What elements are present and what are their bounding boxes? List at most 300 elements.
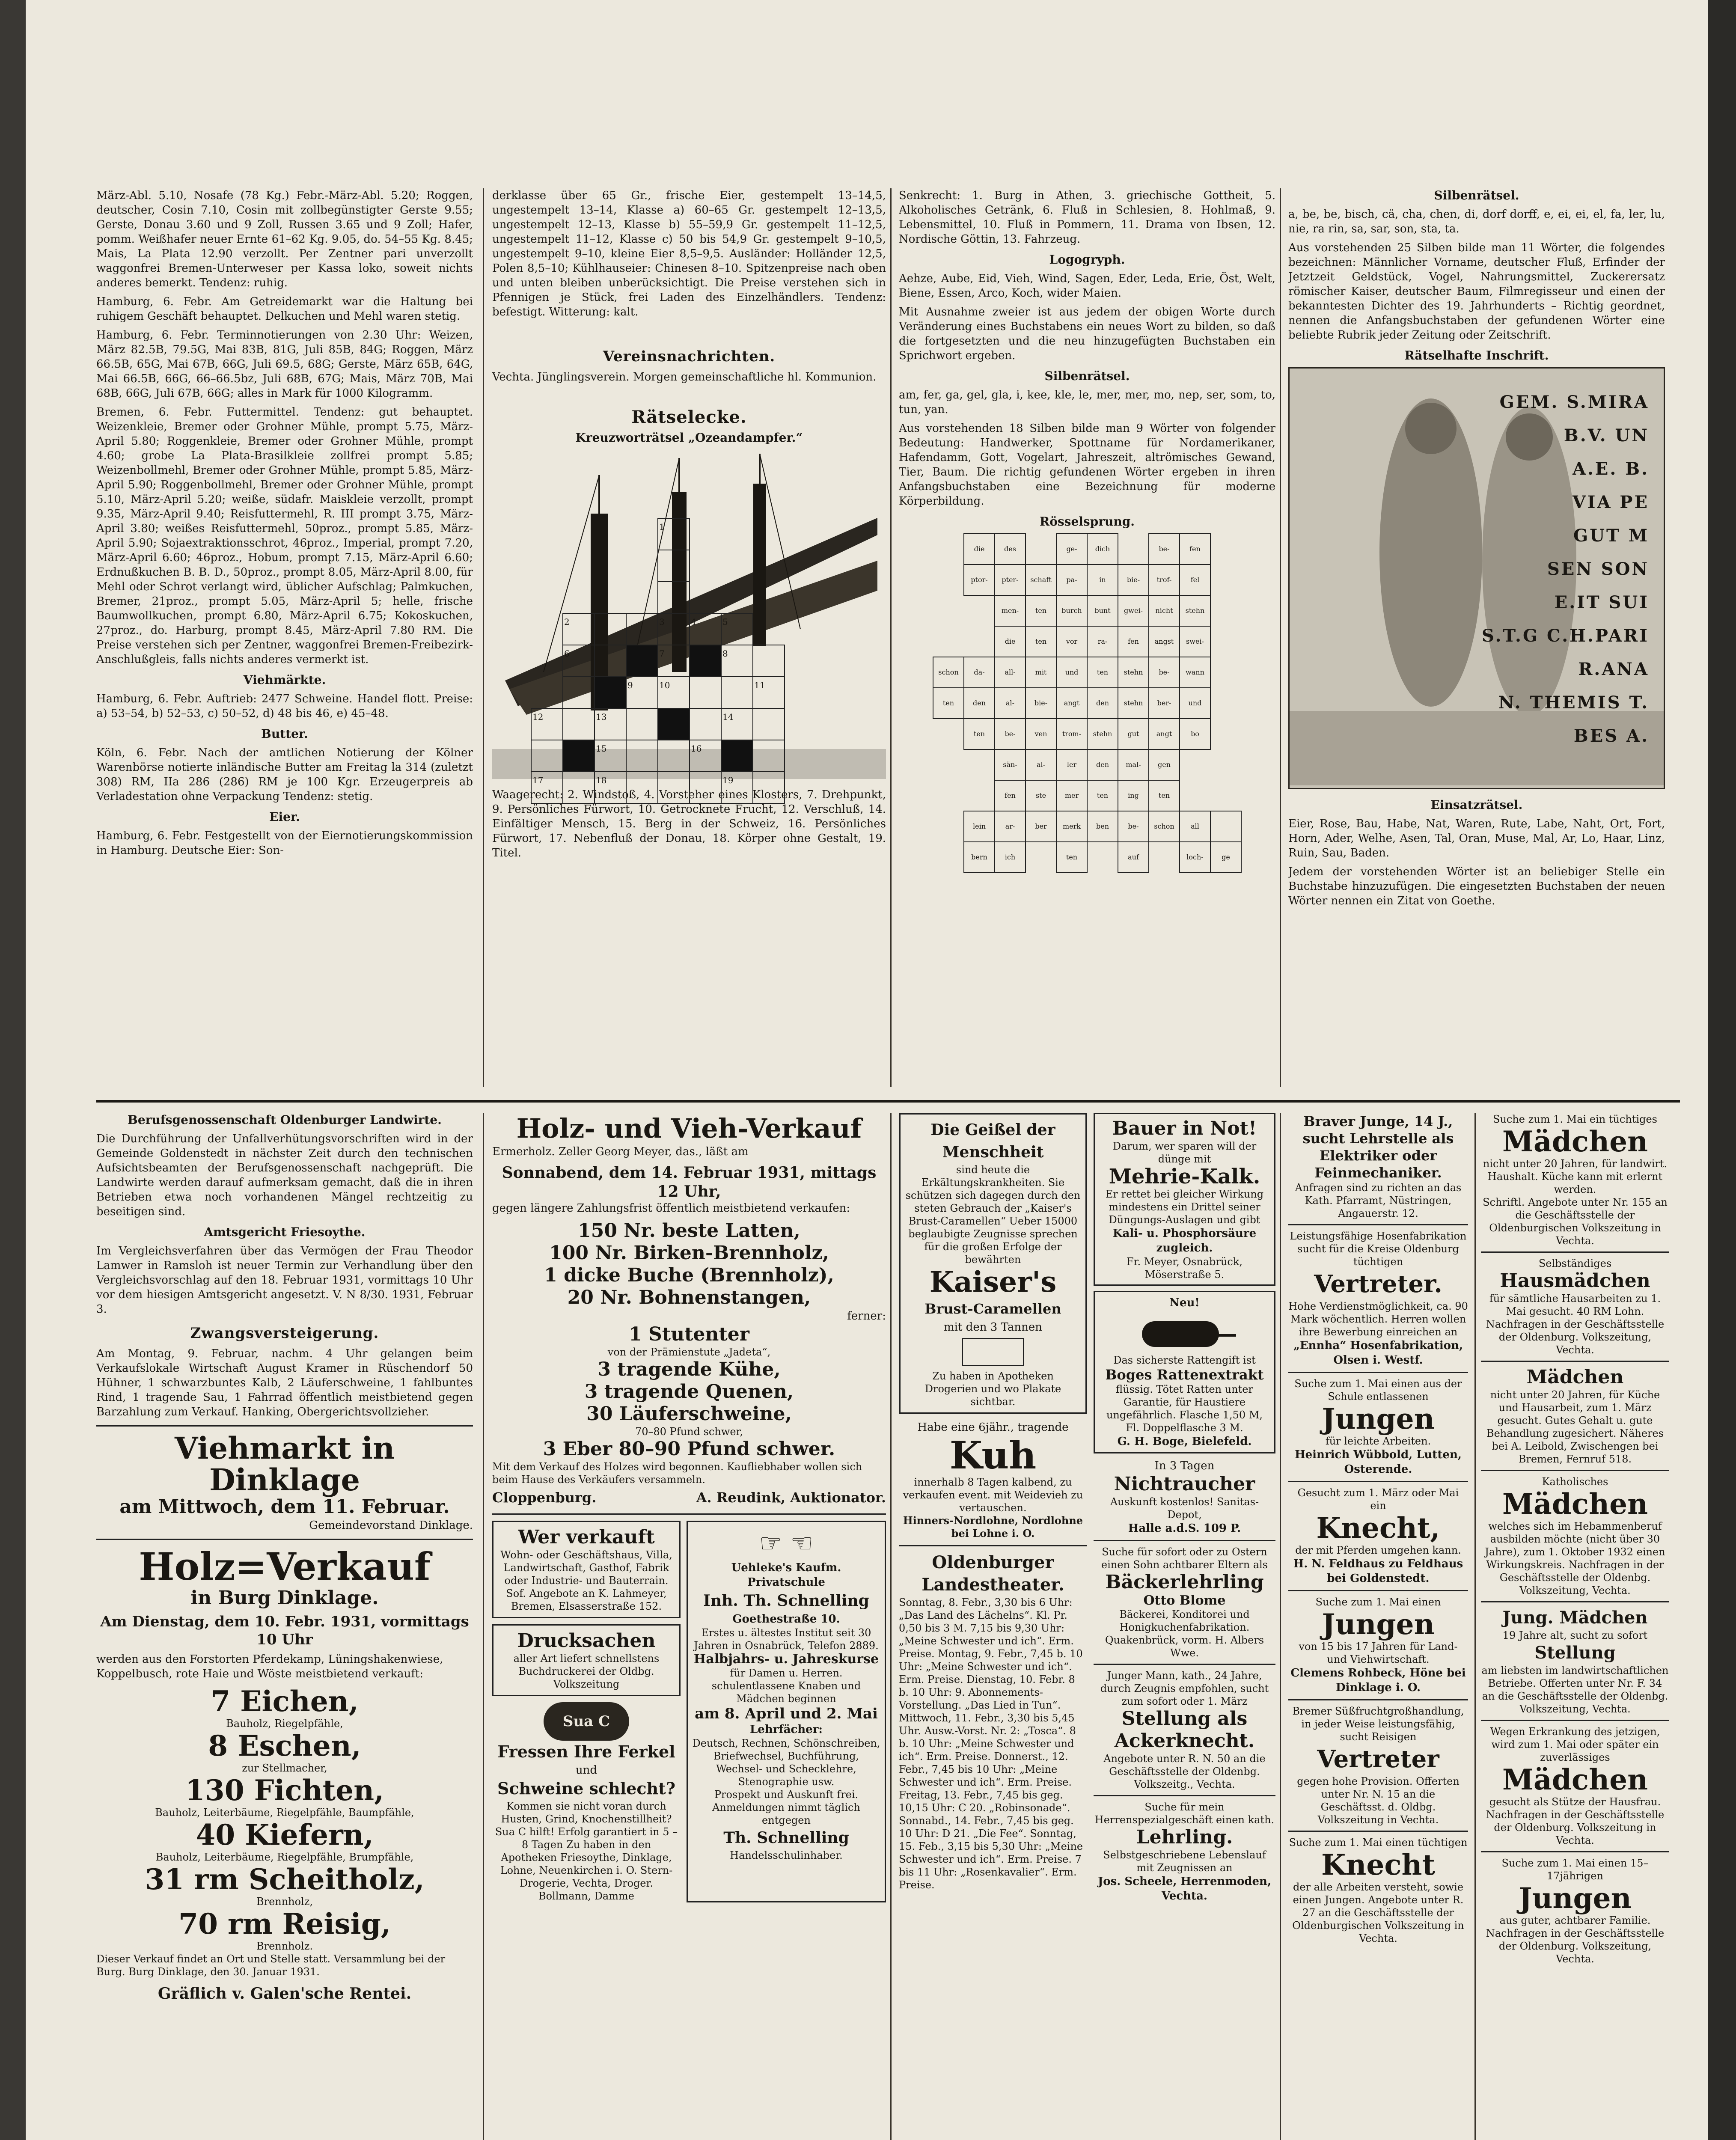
ad-maedchen-landwirt-sig: Schriftl. Angebote unter Nr. 155 an die Geschäftsstelle der Oldenburgischen Volkszeitung in Vechta. xyxy=(1483,1196,1668,1247)
ad-baeckerlehrling xyxy=(1094,1546,1275,1665)
ad-mehrie-bold: Kali- u. Phosphorsäure zugleich. xyxy=(1112,1227,1257,1254)
crossword-ship-illustration xyxy=(492,449,886,783)
ad-holz-vieh-text: gegen längere Zahlungsfrist öffentlich meistbietend verkaufen: xyxy=(492,1202,850,1215)
crossword-cell-num: 2 xyxy=(563,613,595,645)
ad-holzverkauf-item-qty: 130 Fichten, xyxy=(185,1774,384,1807)
ad-wer-verkauft-title: Wer verkauft xyxy=(518,1526,655,1548)
senkrecht-text: Senkrecht: 1. Burg in Athen, 3. griechische Gottheit, 5. Alkoholisches Getränk, 6. Fluß in Schlesien, 8. Hohlmaß, 9. Lebensmittel, 10. Fluß in Pommern, 11. Drama von Ibsen, 12. Nordische Göttin, 13. Fahrzeug. xyxy=(899,189,1275,246)
ad-amtsgericht-text: Im Vergleichsverfahren über das Vermögen der Frau Theodor Lamwer in Ramsloh ist neuer Termin zur Verhandlung über den Vergleichsvorschlag auf den 18. Februar 1931, vormittags 10 Uhr vor dem hiesigen Amtsgericht angesetzt. V. N 8/30. 1931, Februar 3. xyxy=(96,1245,473,1316)
ad-holz-vieh-item: 20 Nr. Bohnenstangen, xyxy=(567,1287,811,1308)
ad-ackerknecht xyxy=(1094,1669,1275,1796)
ad-boges-text: Das sicherste Rattengift ist xyxy=(1113,1354,1256,1366)
ad-kuh-text: innerhalb 8 Tagen kalbend, zu verkaufen event. mit Weidevieh zu vertauschen. xyxy=(903,1476,1083,1514)
ad-holzverkauf-item xyxy=(96,1864,473,1908)
roessel-cell: in xyxy=(1087,565,1118,595)
rat-icon xyxy=(1129,1313,1240,1351)
ad-uehleke-name: Inh. Th. Schnelling xyxy=(703,1592,869,1610)
ad-jungen-rohbeck-title: Jungen xyxy=(1322,1608,1435,1641)
ad-maedchen-bremen-text: nicht unter 20 Jahren, für Küche und Hausarbeit, zum 1. März gesucht. Gutes Gehalt u. gute Behandlung zugesichert. Näheres bei A. Leibold, Zwischengen bei Bremen, Fernruf 518. xyxy=(1486,1389,1664,1465)
ad-jungen-lutten-intro: Suche zum 1. Mai einen aus der Schule entlassenen xyxy=(1294,1378,1462,1403)
roessel-cell: den xyxy=(1087,749,1118,780)
roessel-cell: und xyxy=(1180,688,1210,719)
logogryph-instructions: Mit Ausnahme zweier ist aus jedem der obigen Worte durch Veränderung eines Buchstabens ein neues Wort zu bilden, so daß die fortgesetzten und die neu hinzugefügten Buchstaben ein Sprichwort ergeben. xyxy=(899,306,1275,362)
roessel-cell: ten xyxy=(933,688,964,719)
ad-knecht-tuechtig-text: der alle Arbeiten versteht, sowie einen Jungen. Angebote unter R. 27 an die Geschäftsstelle der Oldenburgischen Volkszeitung in Vechta. xyxy=(1292,1881,1464,1944)
crossword-cell-num: 1 xyxy=(658,518,690,550)
ad-holzverkauf-text: werden aus den Forstorten Pferdekamp, Lüningshakenwiese, Koppelbusch, rote Haie und Wöste meistbietend verkauft: xyxy=(96,1653,443,1680)
ad-lehrling-intro: Suche für mein Herrenspezialgeschäft einen kath. xyxy=(1094,1801,1275,1826)
market-bremen-feed: Bremen, 6. Febr. Futtermittel. Tendenz: gut behauptet. Weizenkleie, Bremer oder Grohner Mühle, prompt 5.75, März-April 5.80; Roggenkleie, Bremer oder Grohner Mühle, prompt 4.60; grobe La Plata-Brasilkleie zollfrei prompt 5.85; Weizenbollmehl, Bremer oder Grohner Mühle, prompt 5.85, März-April 5.90; Roggenbollmehl, Bremer oder Grohner Mühle, prompt 5.10, März-April 5.20; weiße, südafr. Maiskleie verzollt, prompt 9.35, März-April 9.40; Reisfuttermehl, R. III prompt 3.75, März-April 3.80; weißes Reisfuttermehl, 50proz., prompt 5.85, März-April 5.90; Sojaextraktionsschrot, 46proz., Imperial, prompt 7.20, März-April 6.60; 46proz., Hobum, prompt 7.15, März-April 6.60; Erdnußkuchen B. B. D., 50proz., prompt 8.05, März-April 8.00, für Mehl oder Schrot verlangt wird, üblicher Aufschlag; Palmkuchen, Bremer, 21proz., prompt 5.05, März-April 5; helle, frische Baumwollkuchen, prompt 6.80, März-April 6.75; Kokoskuchen, 27proz., do. Harburg, prompt 8.45, März-April 7.80 RM. Die Preise verstehen sich per Zentner, waggonfrei Bremen-Freibezirk-Anschlußgleis, falls nichts anderes vermerkt ist. xyxy=(96,406,473,666)
eier-heading: Eier. xyxy=(269,810,300,824)
roessel-cell: ten xyxy=(1149,780,1180,811)
roessel-cell: mit xyxy=(1026,657,1056,688)
ad-lehrling xyxy=(1094,1801,1275,1903)
ad-holz-vieh-stute-note: von der Prämienstute „Jadeta“, xyxy=(607,1346,771,1358)
roessel-cell: ge- xyxy=(1056,534,1087,565)
roessel-cell: stehn xyxy=(1180,595,1210,626)
ad-uehleke-addr: Goethestraße 10. xyxy=(732,1613,840,1626)
ad-nichtraucher-intro: In 3 Tagen xyxy=(1154,1459,1215,1472)
ad-holz-vieh-animal: 3 Eber 80–90 Pfund schwer. xyxy=(543,1438,835,1460)
roessel-cell: stehn xyxy=(1087,719,1118,749)
ad-boges-sig: G. H. Boge, Bielefeld. xyxy=(1117,1435,1252,1448)
ad-knecht-tuechtig xyxy=(1288,1836,1468,1945)
roessel-cell: vor xyxy=(1056,626,1087,657)
ad-maedchen-stuetze-intro: Wegen Erkrankung des jetzigen, wird zum 1. Mai oder später ein zuverlässiges xyxy=(1490,1726,1660,1763)
ad-uehleke-kurse2: für Damen u. Herren. schulentlassene Knaben und Mädchen beginnen xyxy=(711,1667,861,1705)
ad-jung-maedchen-title: Jung. Mädchen xyxy=(1502,1608,1648,1628)
ad-maedchen-stuetze-title: Mädchen xyxy=(1502,1763,1648,1796)
column-puzzles-3 xyxy=(1288,188,1665,1087)
ad-uehleke-sig: Th. Schnelling xyxy=(723,1829,849,1847)
roessel-cell: ar- xyxy=(995,811,1026,842)
ad-sua-c-text: Kommen sie nicht voran durch Husten, Grind, Knochenstillheit? Sua C hilft! Erfolg garantiert in 5 – 8 Tagen Zu haben in den Apotheken Friesoythe, Dinklage, Lohne, Neuenkirchen i. O. Stern-Drogerie, Vechta, Droger. Bollmann, Damme xyxy=(495,1800,678,1902)
ad-knecht-tuechtig-title: Knecht xyxy=(1321,1848,1435,1881)
roessel-cell: all- xyxy=(995,657,1026,688)
ad-jungen-familie xyxy=(1481,1857,1669,1965)
ad-drucksachen xyxy=(492,1624,681,1696)
ad-jungen-rohbeck-text: von 15 bis 17 Jahren für Land- und Viehwirtschaft. xyxy=(1299,1641,1458,1665)
ad-mehrie-text2: Er rettet bei gleicher Wirkung mindestens ein Drittel seiner Düngungs-Auslagen und gibt xyxy=(1105,1188,1264,1226)
ad-uehleke-sig2: Handelsschulinhaber. xyxy=(730,1849,843,1861)
ad-holzverkauf-item-qty: 31 rm Scheitholz, xyxy=(145,1863,425,1896)
roessel-cell: angt xyxy=(1149,719,1180,749)
ad-jungen-rohbeck-intro: Suche zum 1. Mai einen xyxy=(1315,1596,1441,1608)
ad-vertreter-hosen-sig: „Ennha“ Hosenfabrikation, Olsen i. Westf. xyxy=(1293,1339,1463,1367)
roessel-cell xyxy=(1210,811,1241,842)
crossword-grid xyxy=(531,518,817,804)
viehmaerkte-text: Hamburg, 6. Febr. Auftrieb: 2477 Schweine. Handel flott. Preise: a) 53–54, b) 52–53, c) 50–52, d) 48 bis 46, e) 45–48. xyxy=(96,693,473,720)
roessel-cell: schon xyxy=(933,657,964,688)
ad-zwangsversteigerung-heading: Zwangsversteigerung. xyxy=(190,1325,379,1342)
roessel-cell: trof- xyxy=(1149,565,1180,595)
crossword-cell-num: 12 xyxy=(531,708,563,740)
roessel-cell: wann xyxy=(1180,657,1210,688)
market-hamburg-terms: Hamburg, 6. Febr. Terminnotierungen von 2.30 Uhr: Weizen, März 82.5B, 79.5G, Mai 83B, 81G, Juli 85B, 84G; Roggen, März 66.5B, 65G, Mai 67B, 66G, Juli 69.5, 68G; Gerste, März 65B, 64G, Mai 66.5B, 66G, 66–66.5bz, Juli 68B, 67G; Mais, März 70B, Mai 68B, 66G, Juli 67B, 66G; alles in Mark für 1000 Kilogramm. xyxy=(96,329,473,400)
roessel-cell: ben xyxy=(1087,811,1118,842)
ad-holz-vieh-item: 100 Nr. Birken-Brennholz, xyxy=(549,1242,829,1264)
ad-kaisers-brand: Kaiser's xyxy=(929,1265,1057,1299)
roessel-cell: ber xyxy=(1026,811,1056,842)
roessel-cell: den xyxy=(1087,688,1118,719)
roessel-cell: die xyxy=(995,626,1026,657)
roessel-cell: pter- xyxy=(995,565,1026,595)
ad-ackerknecht-text: Angebote unter R. N. 50 an die Geschäftsstelle der Oldenbg. Volkszeitg., Vechta. xyxy=(1103,1753,1266,1790)
roessel-cell: ber- xyxy=(1149,688,1180,719)
ad-holz-vieh-sig-name: A. Reudink, Auktionator. xyxy=(696,1489,886,1506)
ad-vertreter-hosen xyxy=(1288,1230,1468,1373)
roessel-cell: fen xyxy=(1118,626,1149,657)
ads-column-c xyxy=(899,1113,1087,2140)
ad-uehleke-prospekt: Prospekt und Auskunft frei. xyxy=(714,1789,859,1801)
ad-holzverkauf-date: Am Dienstag, dem 10. Febr. 1931, vormittags 10 Uhr xyxy=(100,1613,469,1648)
roessel-cell: be- xyxy=(1118,811,1149,842)
crossword-cell-num: 10 xyxy=(658,677,690,708)
ad-jungen-lutten xyxy=(1288,1377,1468,1482)
ad-holzverkauf-item-desc: zur Stellmacher, xyxy=(242,1762,327,1774)
roessel-cell: ten xyxy=(964,719,995,749)
roessel-cell: be- xyxy=(995,719,1026,749)
roessel-cell: gen xyxy=(1149,749,1180,780)
ad-uehleke-anmeldung: Anmeldungen nimmt täglich entgegen xyxy=(712,1801,860,1826)
silbenraetsel2-instructions: Aus vorstehenden 25 Silben bilde man 11 Wörter, die folgendes bezeichnen: Männlicher Vorname, deutscher Fluß, Erfinder der Jetztzeit Geldstück, Vogel, Nahrungsmittel, Zuckerersatz römischer Kaiser, deutscher Baum, Filmregisseur und einen der bekanntesten Dichter des 19. Jahrhunderts – Richtig geordnet, nennen die Anfangsbuchstaben der gefundenen Wörter eine beliebte Rubrik jeder Zeitung oder Zeitschrift. xyxy=(1288,241,1665,342)
roessel-cell: bunt xyxy=(1087,595,1118,626)
ad-mehrie-brand: Mehrie-Kalk. xyxy=(1109,1165,1260,1189)
ad-maedchen-bremen-title: Mädchen xyxy=(1526,1366,1624,1388)
column-rule xyxy=(483,1113,484,2140)
ad-holzverkauf-item-qty: 40 Kiefern, xyxy=(196,1818,374,1852)
roessel-cell: pa- xyxy=(1056,565,1087,595)
inschrift-line: VIA PE xyxy=(1572,492,1649,512)
roessel-cell: schaft xyxy=(1026,565,1056,595)
ad-uehleke-faecher-heading: Lehrfächer: xyxy=(749,1723,823,1736)
crossword-cell-num: 14 xyxy=(721,708,753,740)
ad-jungen-familie-title: Jungen xyxy=(1519,1881,1632,1915)
ad-baecker-text: Bäckerei, Konditorei und Honigkuchenfabrikation. xyxy=(1119,1608,1250,1633)
ad-maedchen-stuetze xyxy=(1481,1725,1669,1852)
ad-hausmaedchen xyxy=(1481,1257,1669,1362)
ad-nichtraucher xyxy=(1094,1459,1275,1541)
ad-vertreter-suessfrucht-intro: Bremer Süßfruchtgroßhandlung, in jeder Weise leistungsfähig, sucht Reisigen xyxy=(1292,1705,1464,1743)
inschrift-line: SEN SON xyxy=(1547,559,1649,579)
roessel-cell: und xyxy=(1056,657,1087,688)
roessel-cell: be- xyxy=(1149,657,1180,688)
ad-holzverkauf-item-qty: 70 rm Reisig, xyxy=(178,1907,391,1941)
ad-mehrie-sig: Fr. Meyer, Osnabrück, Möserstraße 5. xyxy=(1126,1256,1243,1281)
viehmaerkte-heading: Viehmärkte. xyxy=(243,673,326,687)
inschrift-line: R.ANA xyxy=(1578,659,1649,679)
crossword-cell-num: 15 xyxy=(595,740,626,772)
ad-vertreter-suessfrucht-text: gegen hohe Provision. Offerten unter Nr. N. 15 an die Geschäftsst. d. Oldbg. Volkszeitung in Vechta. xyxy=(1297,1775,1460,1826)
ad-jungen-familie-intro: Suche zum 1. Mai einen 15–17jährigen xyxy=(1501,1857,1649,1882)
ad-sua-c-und: und xyxy=(575,1764,597,1777)
ad-holz-vieh-date: Sonnabend, dem 14. Februar 1931, mittags 12 Uhr, xyxy=(502,1164,877,1201)
ad-kuh-sig: Hinners-Nordlohne, Nordlohne bei Lohne i. O. xyxy=(903,1514,1083,1540)
ad-holz-vieh-item: 1 dicke Buche (Brennholz), xyxy=(544,1264,834,1286)
ad-holzverkauf-item-desc: Bauholz, Riegelpfähle, xyxy=(226,1718,343,1730)
ad-vertreter-suessfrucht xyxy=(1288,1705,1468,1832)
handshake-icon: ☞ ☜ xyxy=(759,1528,814,1558)
ad-lehrling-title: Lehrling. xyxy=(1136,1826,1233,1848)
ad-maedchen-hebamme xyxy=(1481,1475,1669,1602)
ad-lehrling-sig: Jos. Scheele, Herrenmoden, Vechta. xyxy=(1098,1875,1271,1902)
inschrift-line: BES A. xyxy=(1573,726,1649,746)
ad-holz-vieh-sig-place: Cloppenburg. xyxy=(492,1489,597,1506)
ad-holzverkauf-title: Holz=Verkauf xyxy=(139,1544,431,1589)
ad-kaisers-headline: Die Geißel der Menschheit xyxy=(930,1121,1055,1161)
ad-landestheater-title: Oldenburger Landestheater. xyxy=(922,1552,1064,1595)
ad-knecht-feldhaus-sig: H. N. Feldhaus zu Feldhaus bei Goldenstedt. xyxy=(1293,1557,1463,1585)
roessel-cell: gwei- xyxy=(1118,595,1149,626)
ad-drucksachen-title: Drucksachen xyxy=(517,1630,656,1652)
roessel-cell: auf xyxy=(1118,842,1149,873)
column-rule xyxy=(1280,188,1281,1087)
roessel-cell: trom- xyxy=(1056,719,1087,749)
roessel-cell: schon xyxy=(1149,811,1180,842)
roessel-cell: mer xyxy=(1056,780,1087,811)
roessel-cell: ing xyxy=(1118,780,1149,811)
ad-jungen-rohbeck-sig: Clemens Rohbeck, Höne bei Dinklage i. O. xyxy=(1290,1667,1466,1694)
newspaper-page xyxy=(26,0,1708,2140)
ad-holz-vieh-ferner: ferner: xyxy=(847,1310,886,1323)
vereinsnachrichten-heading: Vereinsnachrichten. xyxy=(603,348,776,365)
roessel-cell: merk xyxy=(1056,811,1087,842)
ad-uehleke-text: Erstes u. ältestes Institut seit 30 Jahren in Osnabrück, Telefon 2889. xyxy=(694,1627,879,1652)
ad-maedchen-landwirt-text: nicht unter 20 Jahren, für landwirt. Haushalt. Küche kann mit erlernt werden. xyxy=(1483,1158,1668,1195)
inschrift-line: N. THEMIS T. xyxy=(1498,693,1649,713)
ad-mehrie-kalk xyxy=(1094,1113,1275,1286)
ad-jung-maedchen-title2: Stellung xyxy=(1534,1643,1616,1663)
roessel-cell: fel xyxy=(1180,565,1210,595)
roessel-cell: bern xyxy=(964,842,995,873)
ad-uehleke-logo: Uehleke's Kaufm. Privatschule xyxy=(731,1561,841,1589)
ad-kuh-title: Kuh xyxy=(949,1433,1037,1477)
ad-holzverkauf-item xyxy=(96,1730,473,1774)
ad-viehmarkt-sub: am Mittwoch, dem 11. Februar. xyxy=(119,1496,450,1518)
column-eggs-puzzles xyxy=(492,188,886,1087)
roessel-cell: ten xyxy=(1087,780,1118,811)
ad-sua-c xyxy=(492,1702,681,1902)
ad-lehrling-text: Selbstgeschriebene Lebenslauf mit Zeugnissen an xyxy=(1103,1849,1266,1874)
ad-knecht-feldhaus xyxy=(1288,1486,1468,1591)
crossword-cell-num: 13 xyxy=(595,708,626,740)
column-rule xyxy=(1280,1113,1281,2140)
roessel-cell: bo xyxy=(1180,719,1210,749)
silbenraetsel-heading: Silbenrätsel. xyxy=(1044,369,1130,383)
vereinsnachrichten-text: Vechta. Jünglingsverein. Morgen gemeinschaftliche hl. Kommunion. xyxy=(492,371,877,383)
raetselecke-heading: Rätselecke. xyxy=(631,407,747,427)
roessel-cell: ge xyxy=(1210,842,1241,873)
roessel-cell: fen xyxy=(1180,534,1210,565)
column-rule xyxy=(890,188,892,1087)
column-rule xyxy=(890,1113,892,2140)
ad-holz-vieh-title: Holz- und Vieh-Verkauf xyxy=(516,1113,862,1144)
ad-holzverkauf-sub: in Burg Dinklage. xyxy=(190,1587,379,1609)
inschrift-lettering xyxy=(1307,386,1649,753)
market-grain-text: März-Abl. 5.10, Nosafe (78 Kg.) Febr.-März-Abl. 5.20; Roggen, deutscher, Cosin 7.10, Cosin mit zollbegünstigter Gerste 9.55; Gerste, Donau 3.60 und 9 Zoll, Russen 3.65 und 9 Zoll; Hafer, pomm. Weißhafer neuer Ernte 61–62 Kg. 9.05, do. 54–55 Kg. 8.45; Mais, La Plata 12.90 verzollt. Per Zentner pari unverzollt waggonfrei Bremen-Unterweser per Kassa loko, soweit nichts anderes bemerkt. Tendenz: ruhig. xyxy=(96,189,473,289)
ad-landestheater xyxy=(899,1552,1087,1891)
ad-nichtraucher-text: Auskunft kostenlos! Sanitas-Depot, xyxy=(1110,1496,1259,1521)
butter-heading: Butter. xyxy=(261,727,308,741)
crossword-cell-num: 4 xyxy=(690,613,721,645)
roessel-cell: ten xyxy=(1026,595,1056,626)
ad-berufsgenossenschaft-text: Die Durchführung der Unfallverhütungsvorschriften wird in der Gemeinde Goldenstedt in nächster Zeit durch den technischen Aufsichtsbeamten der Berufsgenossenschaft nachgeprüft. Die Landwirte werden darauf aufmerksam gemacht, daß die in ihren Betrieben etwa noch vorhandenen Mängel rechtzeitig zu beseitigen sind. xyxy=(96,1132,473,1218)
silbenraetsel-instructions: Aus vorstehenden 18 Silben bilde man 9 Wörter von folgender Bedeutung: Handwerker, Spottname für Nordamerikaner, Hafendamm, Gott, Vogelart, Jahreszeit, altrömisches Gewand, Tier, Baum. Die richtig gefundenen Wörter ergeben in ihren Anfangsbuchstaben eine Bezeichnung für moderne Körperbildung. xyxy=(899,422,1275,508)
ads-column-b xyxy=(492,1113,886,2140)
ad-hausmaedchen-text: für sämtliche Hausarbeiten zu 1. Mai gesucht. 40 RM Lohn. Nachfragen in der Geschäftsstelle der Oldenburg. Volkszeitung, Vechta. xyxy=(1486,1293,1665,1356)
crossword-cell-num: 8 xyxy=(721,645,753,677)
ad-maedchen-hebamme-text: welches sich im Hebammenberuf ausbilden möchte (nicht über 30 Jahre), zum 1. Oktober 1932 einen Wirkungskreis. Nachfragen in der Geschäftsstelle der Oldenbg. Volkszeitung, Vechta. xyxy=(1485,1520,1665,1596)
ad-viehmarkt-sig: Gemeindevorstand Dinklage. xyxy=(309,1519,473,1532)
ad-boges-rattenextrakt xyxy=(1094,1291,1275,1453)
ad-kaisers-brand2: Brust-Caramellen xyxy=(924,1301,1061,1317)
ad-maedchen-landwirt-intro: Suche zum 1. Mai ein tüchtiges xyxy=(1493,1113,1657,1125)
roessel-cell: ra- xyxy=(1087,626,1118,657)
ad-ackerknecht-title: Stellung als Ackerknecht. xyxy=(1114,1708,1255,1752)
ad-holzverkauf-item xyxy=(96,1819,473,1864)
ad-holz-vieh-verkauf xyxy=(492,1113,886,1515)
ads-column-f xyxy=(1481,1113,1669,2140)
ad-holzverkauf-foot: Dieser Verkauf findet an Ort und Stelle statt. Versammlung bei der Burg. Burg Dinklage, den 30. Januar 1931. xyxy=(96,1953,446,1978)
ad-knecht-feldhaus-intro: Gesucht zum 1. März oder Mai ein xyxy=(1297,1487,1459,1512)
ad-braver-junge-text: Anfragen sind zu richten an das Kath. Pfarramt, Nüstringen, Angauerstr. 12. xyxy=(1295,1182,1462,1219)
roessel-cell: al- xyxy=(1026,749,1056,780)
ad-uehleke-school xyxy=(687,1521,886,1902)
roessel-cell: sän- xyxy=(995,749,1026,780)
crossword-cell-num: 7 xyxy=(658,645,690,677)
silbenraetsel-syllables: am, fer, ga, gel, gla, i, kee, kle, le, mer, mer, mo, nep, ser, som, to, tun, yan. xyxy=(899,389,1275,416)
column-puzzles-2 xyxy=(899,188,1275,1087)
ad-sua-c-logo: Sua C xyxy=(562,1713,610,1730)
ad-kaisers-text: sind heute die Erkältungskrankheiten. Sie schützen sich dagegen durch den steten Gebrauch der „Kaiser's Brust-Caramellen“ Ueber 15000 beglaubigte Zeugnisse sprechen für die großen Erfolge der bewährten xyxy=(905,1164,1081,1266)
ad-holz-vieh-animal: 3 tragende Quenen, xyxy=(584,1381,794,1403)
ad-vertreter-hosen-title: Vertreter. xyxy=(1314,1270,1442,1298)
roessel-cell: ptor- xyxy=(964,565,995,595)
ad-hausmaedchen-intro: Selbständiges xyxy=(1538,1257,1612,1269)
roessel-cell: da- xyxy=(964,657,995,688)
roessel-cell: dich xyxy=(1087,534,1118,565)
ad-berufsgenossenschaft-heading: Berufsgenossenschaft Oldenburger Landwirte. xyxy=(128,1113,442,1127)
column-rule xyxy=(1474,1113,1476,2140)
crossword-cell-num: 17 xyxy=(531,772,563,803)
ad-baecker-sig: Quakenbrück, vorm. H. Albers Wwe. xyxy=(1105,1634,1264,1659)
ad-jung-maedchen-text2: am liebsten im landwirtschaftlichen Betriebe. Offerten unter Nr. F. 34 an die Geschäftsstelle der Oldenbg. Volkszeitung, Vechta. xyxy=(1481,1664,1669,1715)
ads-column-d xyxy=(1094,1113,1275,2140)
ad-vertreter-suessfrucht-title: Vertreter xyxy=(1317,1745,1439,1773)
ad-zwangsversteigerung-text: Am Montag, 9. Februar, nachm. 4 Uhr gelangen beim Verkaufslokale Wirtschaft August Kramer in Rüschendorf 50 Hühner, 1 schwarzbuntes Kalb, 2 Läuferschweine, 1 fahlbuntes Rind, 1 tragende Sau, 1 Fahrrad öffentlich meistbietend gegen Barzahlung zum Verkauf. Hanking, Obergerichtsvollzieher. xyxy=(96,1347,473,1418)
roesselsprung-heading: Rösselsprung. xyxy=(1039,514,1135,529)
ad-holz-vieh-item: 150 Nr. beste Latten, xyxy=(578,1220,800,1242)
ad-knecht-tuechtig-intro: Suche zum 1. Mai einen tüchtigen xyxy=(1289,1837,1468,1849)
roessel-cell: mal- xyxy=(1118,749,1149,780)
roessel-cell: den xyxy=(964,688,995,719)
ad-maedchen-hebamme-intro: Katholisches xyxy=(1542,1476,1608,1488)
ad-holz-vieh-laeufer-note: 70–80 Pfund schwer, xyxy=(635,1426,743,1438)
eier-cont-text: derklasse über 65 Gr., frische Eier, gestempelt 13–14,5, ungestempelt 13–14, Klasse a) 60–65 Gr. gestempelt 12–13,5, ungestempelt 12–13, Klasse b) 55–59,9 Gr. gestempelt 11–12,5, ungestempelt 11–12, Klasse c) 50 bis 54,9 Gr. gestempelt 9–10,5, ungestempelt 9–10, kleine Eier 8,5–9,5. Ausländer: Holländer 12,5, Polen 8,5–10; Kühlhauseier: Chinesen 8–10. Spitzenpreise nach oben und unten bleiben unberücksichtigt. Die Preise verstehen sich in Pfennigen je Stück, frei Laden des Einzelhändlers. Tendenz: befestigt. Witterung: kalt. xyxy=(492,189,886,318)
column-markets xyxy=(96,188,473,1087)
ad-uehleke-faecher: Deutsch, Rechnen, Schönschreiben, Briefwechsel, Buchführung, Wechsel- und Schecklehre, Stenographie usw. xyxy=(692,1737,880,1788)
ad-kaisers-brand3: mit den 3 Tannen xyxy=(944,1321,1042,1334)
ad-viehmarkt xyxy=(96,1425,473,1540)
column-rule xyxy=(483,188,484,1087)
ad-knecht-feldhaus-text: der mit Pferden umgehen kann. xyxy=(1295,1544,1461,1556)
roessel-cell: men- xyxy=(995,595,1026,626)
ads-column-e xyxy=(1288,1113,1468,2140)
roessel-cell: ten xyxy=(1056,842,1087,873)
ad-braver-junge xyxy=(1288,1113,1468,1225)
ad-nichtraucher-title: Nichtraucher xyxy=(1114,1473,1255,1495)
einsatzraetsel-heading: Einsatzrätsel. xyxy=(1430,798,1523,812)
ad-holz-vieh-animal: 3 tragende Kühe, xyxy=(597,1358,781,1380)
silbenraetsel2-heading: Silbenrätsel. xyxy=(1434,188,1519,202)
ad-baecker-intro: Suche für sofort oder zu Ostern einen Sohn achtbarer Eltern als xyxy=(1101,1546,1268,1571)
silbenraetsel2-syllables: a, be, be, bisch, cä, cha, chen, di, dorf dorff, e, ei, ei, el, fa, ler, lu, nie, ra rin, sa, sar, son, sta, ta. xyxy=(1288,208,1665,235)
crossword-cell-num: 11 xyxy=(753,677,785,708)
ad-kuh-intro: Habe eine 6jähr., tragende xyxy=(917,1421,1069,1434)
ad-viehmarkt-title: Viehmarkt in Dinklage xyxy=(174,1430,395,1498)
ad-maedchen-hebamme-title: Mädchen xyxy=(1502,1487,1648,1521)
crossword-cell-num: 3 xyxy=(658,613,690,645)
ad-ackerknecht-intro: Junger Mann, kath., 24 Jahre, durch Zeugnis empfohlen, sucht zum sofort oder 1. März xyxy=(1100,1670,1269,1707)
logogryph-heading: Logogryph. xyxy=(1049,253,1125,267)
ad-holz-vieh-animal: 1 Stutenter xyxy=(629,1323,749,1345)
ad-holzverkauf-item-desc: Brennholz. xyxy=(256,1940,313,1952)
ad-holzverkauf-sig: Gräflich v. Galen'sche Rentei. xyxy=(158,1985,412,2003)
ad-maedchen-landwirt-title: Mädchen xyxy=(1502,1125,1648,1158)
roesselsprung-grid xyxy=(933,533,1242,873)
roessel-cell: ven xyxy=(1026,719,1056,749)
roessel-cell: lein xyxy=(964,811,995,842)
eier-text: Hamburg, 6. Febr. Festgestellt von der Eiernotierungskommission in Hamburg. Deutsche Eier: Son- xyxy=(96,829,473,857)
butter-text: Köln, 6. Febr. Nach der amtlichen Notierung der Kölner Warenbörse notierte inländische Butter am Freitag la 314 (zuletzt 308) RM, IIa 286 (286) RM je 100 Kgr. Erzeugerpreis ab Verladestation ohne Verpackung Tendenz: stetig. xyxy=(96,746,473,803)
ad-holzverkauf-dinklage xyxy=(96,1546,473,2005)
ad-boges-text2: flüssig. Tötet Ratten unter Garantie, für Haustiere ungefährlich. Flasche 1,50 M, Fl. Doppelflasche 3 M. xyxy=(1106,1383,1263,1434)
ad-wer-verkauft-text: Wohn- oder Geschäftshaus, Villa, Landwirtschaft, Gasthof, Fabrik oder Industrie- und Bauterrain. Sof. Angebote an K. Lahmeyer, Bremen, Elsasserstraße 152. xyxy=(500,1549,672,1612)
ad-jung-maedchen xyxy=(1481,1607,1669,1721)
ads-column-a xyxy=(96,1113,473,2140)
roessel-cell: bie- xyxy=(1026,688,1056,719)
crossword-cell-num: 5 xyxy=(721,613,753,645)
roessel-cell: ste xyxy=(1026,780,1056,811)
crossword-cell-num: 6 xyxy=(563,645,595,677)
section-divider xyxy=(96,1100,1680,1103)
ad-holzverkauf-item xyxy=(96,1908,473,1953)
inschrift-heading: Rätselhafte Inschrift. xyxy=(1404,348,1549,363)
ad-kaisers-caramellen xyxy=(899,1113,1087,1414)
roessel-cell: des xyxy=(995,534,1026,565)
ad-col-b-left xyxy=(492,1521,681,1902)
ad-amtsgericht-heading: Amtsgericht Friesoythe. xyxy=(204,1225,366,1239)
ad-knecht-feldhaus-title: Knecht, xyxy=(1316,1511,1440,1545)
roessel-cell: die xyxy=(964,534,995,565)
roessel-cell: fen xyxy=(995,780,1026,811)
inschrift-line: GEM. S.MIRA xyxy=(1499,392,1649,412)
inschrift-line: E.IT SUI xyxy=(1554,592,1649,612)
ad-holz-vieh-animal: 30 Läuferschweine, xyxy=(586,1403,792,1425)
ad-sua-c-title2: Schweine schlecht? xyxy=(497,1779,675,1798)
caramel-box-icon xyxy=(962,1338,1024,1366)
ad-uehleke-date: am 8. April und 2. Mai xyxy=(695,1705,878,1722)
roessel-cell: bie- xyxy=(1118,565,1149,595)
ad-nichtraucher-sig: Halle a.d.S. 109 P. xyxy=(1128,1522,1241,1535)
roessel-cell: angst xyxy=(1149,626,1180,657)
crossword-cell-num: 9 xyxy=(626,677,658,708)
ad-vertreter-hosen-text: Hohe Verdienstmöglichkeit, ca. 90 Mark wöchentlich. Herren wollen ihre Bewerbung einreichen an xyxy=(1288,1300,1468,1338)
ad-wer-verkauft xyxy=(492,1521,681,1618)
ad-holzverkauf-item xyxy=(96,1685,473,1730)
roessel-cell: al- xyxy=(995,688,1026,719)
roessel-cell: ler xyxy=(1056,749,1087,780)
